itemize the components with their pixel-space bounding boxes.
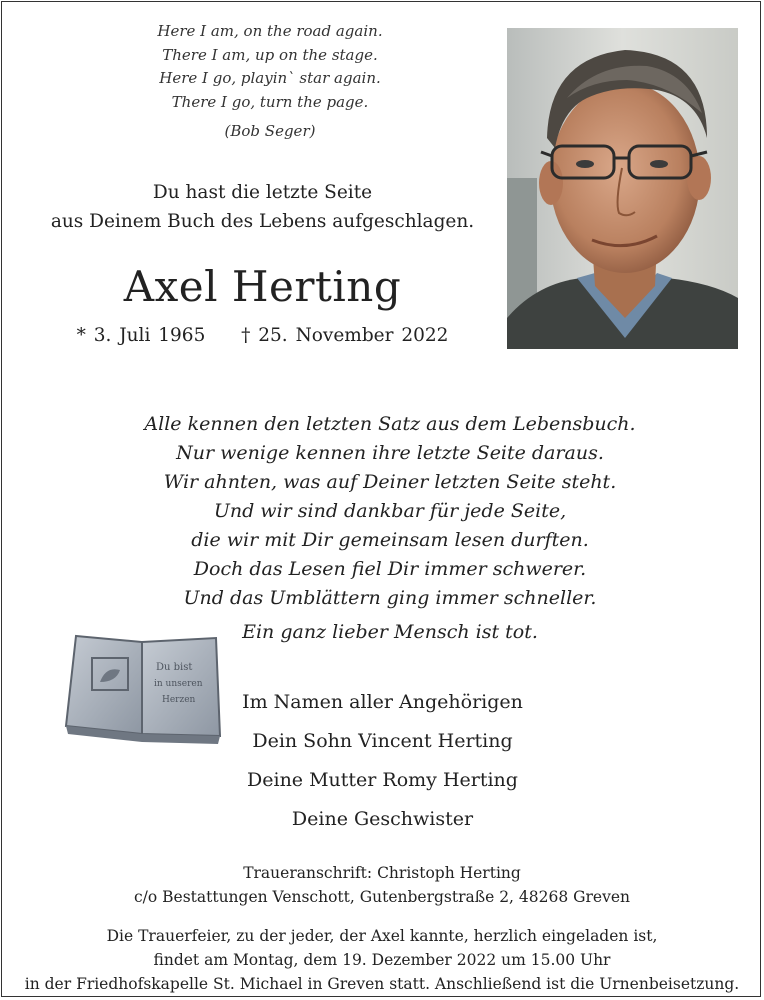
lyric-line: There I go, turn the page. — [171, 92, 369, 111]
poem-line: Alle kennen den letzten Satz aus dem Lebensbuch. — [144, 413, 636, 435]
death-date: † 25. November 2022 — [241, 325, 449, 346]
poem-line: Und das Umblättern ging immer schneller. — [183, 587, 597, 609]
service-line: Die Trauerfeier, zu der jeder, der Axel kannte, herzlich eingeladen ist, — [106, 927, 658, 945]
closing-line: Ein ganz lieber Mensch ist tot. — [242, 621, 538, 643]
poem-line: die wir mit Dir gemeinsam lesen durften. — [191, 529, 589, 551]
lyric-line: There I am, up on the stage. — [162, 45, 378, 64]
opening-line: Du hast die letzte Seite — [152, 182, 373, 203]
birth-date: * 3. Juli 1965 — [76, 325, 206, 346]
poem-line: Nur wenige kennen ihre letzte Seite daraus. — [176, 442, 604, 464]
poem-line: Und wir sind dankbar für jede Seite, — [213, 500, 567, 522]
book-text-3: Herzen — [162, 695, 196, 705]
deceased-name: Axel Herting — [123, 262, 402, 311]
song-lyrics — [60, 20, 480, 144]
lyric-source: (Bob Seger) — [224, 122, 316, 140]
service-line: in der Friedhofskapelle St. Michael in Greven statt. Anschließend ist die Urnenbeisetzung. — [24, 975, 740, 993]
poem-line: Doch das Lesen fiel Dir immer schwerer. — [193, 558, 587, 580]
book-text-1: Du bist — [156, 662, 193, 673]
mourner-line: Deine Geschwister — [291, 808, 474, 830]
opening-line: aus Deinem Buch des Lebens aufgeschlagen. — [50, 211, 475, 232]
mourner-line: Im Namen aller Angehörigen — [242, 691, 523, 713]
opening-text — [30, 178, 495, 236]
memorial-poem — [40, 410, 740, 613]
mourner-line: Deine Mutter Romy Herting — [247, 769, 518, 791]
address-line: Traueranschrift: Christoph Herting — [243, 864, 521, 882]
condolence-address — [20, 861, 744, 909]
life-dates — [60, 325, 465, 346]
funeral-service-info — [10, 924, 754, 996]
portrait-photo — [507, 28, 738, 349]
lyric-line: Here I am, on the road again. — [157, 22, 383, 40]
book-text-2: in unseren — [154, 679, 203, 689]
lyric-line: Here I go, playin` star again. — [159, 69, 381, 87]
mourner-line: Dein Sohn Vincent Herting — [252, 730, 513, 752]
service-line: findet am Montag, dem 19. Dezember 2022 um 15.00 Uhr — [153, 951, 611, 969]
mourners-list — [200, 683, 565, 839]
poem-line: Wir ahnten, was auf Deiner letzten Seite steht. — [163, 471, 617, 493]
address-line: c/o Bestattungen Venschott, Gutenbergstraße 2, 48268 Greven — [133, 888, 631, 906]
